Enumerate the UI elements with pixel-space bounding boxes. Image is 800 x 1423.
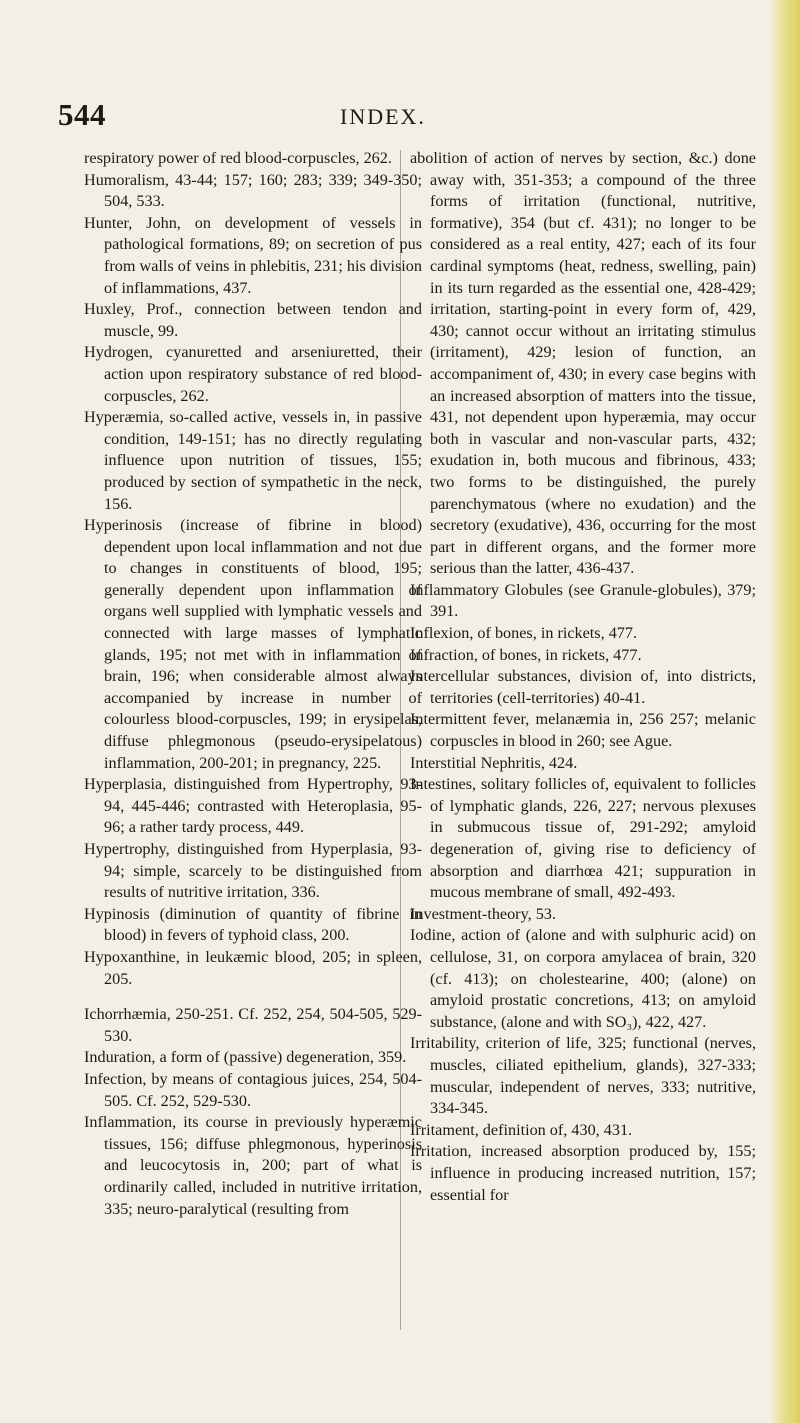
index-entry: Investment-theory, 53. [410, 904, 556, 923]
running-title: INDEX. [340, 104, 426, 129]
index-entry: Inflammatory Globules (see Granule-globules), 379; 391. [410, 580, 756, 621]
left-column [84, 148, 422, 1220]
page-edge-stain [770, 0, 800, 1423]
index-entry: Intercellular substances, division of, into districts, territories (cell-territories) 40-41. [410, 667, 756, 707]
index-entry: Irritament, definition of, 430, 431. [410, 1120, 633, 1139]
index-entry: Hypertrophy, distinguished from Hyperplasia, 93-94; simple, scarcely to be distinguished from results of nutritive irritation, 336. [84, 840, 422, 902]
index-entry: Hypinosis (diminution of quantity of fibrine in blood) in fevers of typhoid class, 200. [84, 904, 422, 945]
index-entry: Hyperæmia, so-called active, vessels in, in passive condition, 149-151; has no directly regulating influence upon nutrition of tissues, 155; produced by section of sympathetic in the neck, 156. [84, 408, 422, 513]
index-entry: Iodine, action of (alone and with sulphuric acid) on cellulose, 31, on corpora amylacea of brain, 320 (cf. 413); on cholestearine, 400; (alone) on amyloid prostatic concretions, 413; on amyloid substance, (alone and with SO₃), 422, 427. [410, 926, 756, 1031]
index-entry: Intermittent fever, melanæmia in, 256 257; melanic corpuscles in blood in 260; see Ague. [410, 710, 756, 751]
index-entry: respiratory power of red blood-corpuscles, 262. [84, 149, 392, 167]
index-entry: Ichorrhæmia, 250-251. Cf. 252, 254, 504-505, 529-530. [84, 1005, 422, 1045]
index-entry: Inflexion, of bones, in rickets, 477. [410, 624, 638, 643]
index-entry: Inflammation, its course in previously hyperæmic tissues, 156; diffuse phlegmonous, hyperinosis and leucocytosis in, 200; part of what is ordinarily called, included in nutritive irritation, 335; neuro-paralytical (resulting from [84, 1113, 422, 1218]
index-entry: Infraction, of bones, in rickets, 477. [410, 645, 642, 664]
index-entry: Irritability, criterion of life, 325; functional (nerves, muscles, ciliated epithelium, glands), 327-333; muscular, independent of nerves, 333; nutritive, 334-345. [410, 1034, 756, 1118]
index-entry: Huxley, Prof., connection between tendon and muscle, 99. [84, 300, 422, 340]
right-column [410, 148, 756, 1206]
index-entry: Induration, a form of (passive) degeneration, 359. [84, 1048, 407, 1067]
index-entry: Irritation, increased absorption produced by, 155; influence in producing increased nutrition, 157; essential for [410, 1142, 756, 1204]
index-entry: abolition of action of nerves by section, &c.) done away with, 351-353; a compound of the three forms of irritation (functional, nutritive, formative), 354 (but cf. 431); no longer to be considered as a real entity, 427; each of its four cardinal symptoms (heat, redness, swelling, pain) in its turn regarded as the essential one, 428-429; irritation, starting-point in every form of, 429, 430; cannot occur without an irritating stimulus (irritament), 429; lesion of function, an accompaniment of, 430; in every case begins with an increased absorption of matters into the tissue, 431, not dependent upon hyperæmia, may occur both in vascular and non-vascular parts, 432; exudation in, both mucous and fibrinous, 433; two forms to be distinguished, the purely parenchymatous (where no exudation) and the secretory (exudative), 436, occurring for the most part in different organs, and the former more serious than the latter, 436-437. [410, 149, 756, 578]
index-entry: Hypoxanthine, in leukæmic blood, 205; in spleen, 205. [84, 947, 422, 988]
index-entry: Hunter, John, on development of vessels in pathological formations, 89; on secretion of pus from walls of veins in phlebitis, 231; his division of inflammations, 437. [84, 213, 422, 297]
index-entry: Hyperinosis (increase of fibrine in blood) dependent upon local inflammation and not due to changes in constituents of blood, 195; generally dependent upon inflammation of organs well supplied with lymphatic vessels and connected with large masses of lymphatic glands, 195; not met with in inflammation of brain, 196; when considerable almost always accompanied by increase in number of colourless blood-corpuscles, 199; in erysipelas, diffuse phlegmonous (pseudo-erysipelatous) inflammation, 200-201; in pregnancy, 225. [84, 516, 422, 772]
page-number: 544 [58, 97, 106, 132]
index-entry: Hyperplasia, distinguished from Hypertrophy, 93-94, 445-446; contrasted with Heteroplasia, 95-96; a rather tardy process, 449. [84, 775, 422, 837]
index-entry: Hydrogen, cyanuretted and arseniuretted, their action upon respiratory substance of red blood-corpuscles, 262. [84, 343, 422, 405]
index-entry: Infection, by means of contagious juices, 254, 504-505. Cf. 252, 529-530. [84, 1069, 422, 1110]
page-header [0, 97, 770, 131]
index-entry: Humoralism, 43-44; 157; 160; 283; 339; 349-350; 504, 533. [84, 170, 422, 211]
index-entry: Intestines, solitary follicles of, equivalent to follicles of lymphatic glands, 226, 227; nervous plexuses in submucous tissue of, 291-292; amyloid degeneration of, giving rise to deficiency of absorption and diarrhœa 421; suppuration in mucous membrane of small, 492-493. [410, 775, 756, 902]
index-entry: Interstitial Nephritis, 424. [410, 753, 578, 772]
